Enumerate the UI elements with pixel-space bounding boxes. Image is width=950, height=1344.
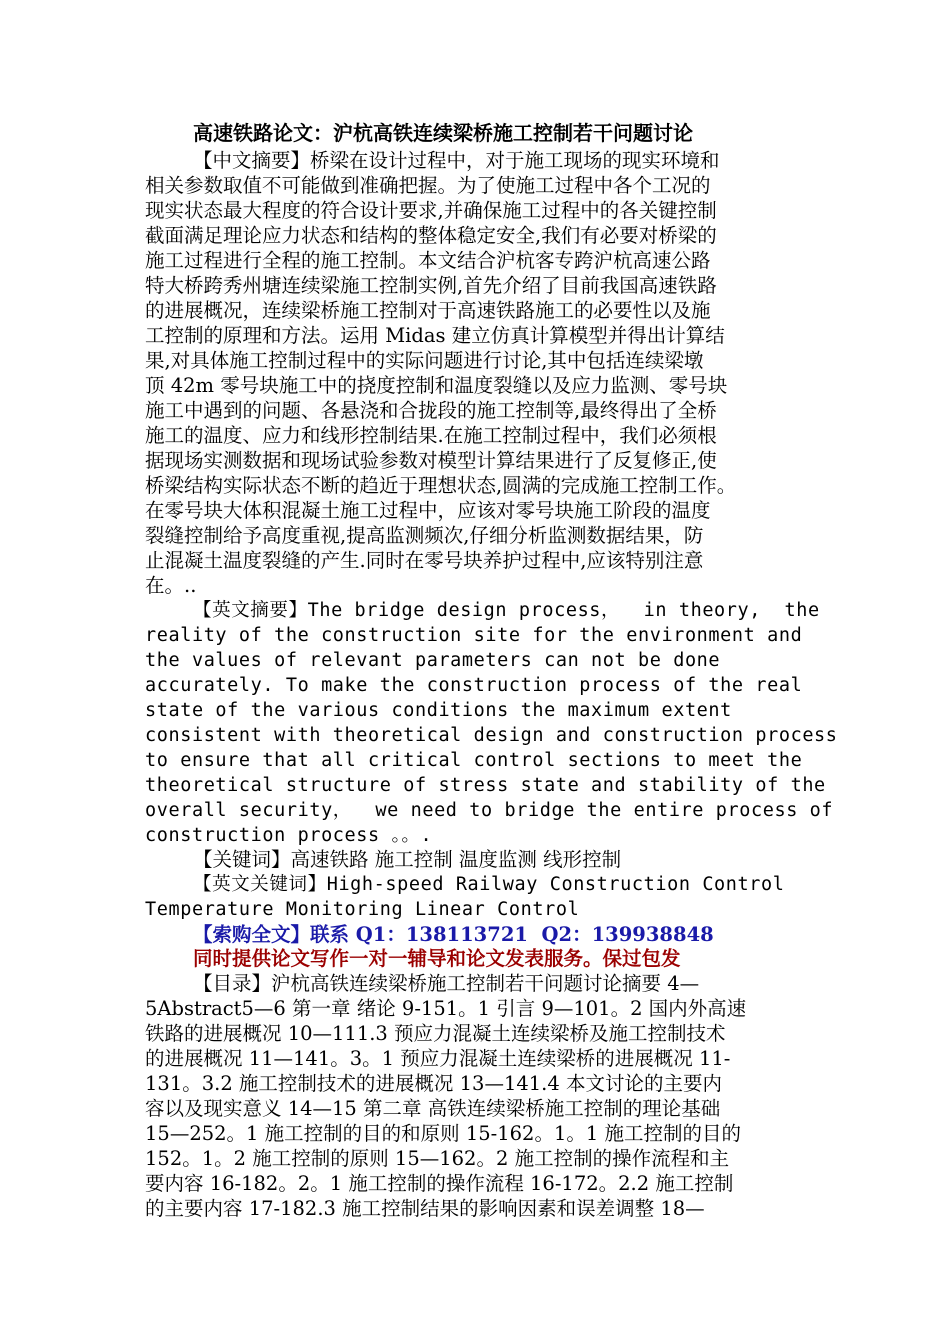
cn-abstract-line: 现实状态最大程度的符合设计要求,并确保施工过程中的各关键控制	[145, 199, 717, 222]
toc-line: 容以及现实意义 14—15 第二章 高铁连续梁桥施工控制的理论基础	[145, 1097, 721, 1120]
toc-line: 铁路的进展概况 10—111.3 预应力混凝土连续梁桥及施工控制技术	[145, 1022, 726, 1045]
toc-line: 131。3.2 施工控制技术的进展概况 13—141.4 本文讨论的主要内	[145, 1072, 722, 1095]
en-abstract-line: reality of the construction site for the environment and	[145, 625, 803, 646]
cn-abstract-line: 截面满足理论应力状态和结构的整体稳定安全,我们有必要对桥梁的	[145, 224, 717, 247]
en-abstract-line: 【英文摘要】The bridge design process， in theory, the	[193, 600, 820, 621]
contact-line	[193, 922, 714, 947]
toc-line: 要内容 16-182。2。1 施工控制的操作流程 16-172。2.2 施工控制	[145, 1172, 734, 1195]
contact-label: 【索购全文】联系 Q1：138113721 Q2：139938848	[193, 923, 714, 946]
cn-abstract-line: 的进展概况，连续梁桥施工控制对于高速铁路施工的必要性以及施	[145, 299, 711, 322]
cn-abstract-line: 桥梁结构实际状态不断的趋近于理想状态,圆满的完成施工控制工作。	[145, 474, 737, 497]
document-title: 高速铁路论文：沪杭高铁连续梁桥施工控制若干问题讨论	[193, 121, 693, 145]
toc-line: 15—252。1 施工控制的目的和原则 15-162。1。1 施工控制的目的	[145, 1122, 741, 1145]
cn-abstract-line: 相关参数取值不可能做到准确把握。为了使施工过程中各个工况的	[145, 174, 711, 197]
en-abstract-line: the values of relevant parameters can not be done	[145, 650, 721, 671]
cn-abstract-line: 施工过程进行全程的施工控制。本文结合沪杭客专跨沪杭高速公路	[145, 249, 711, 272]
en-abstract-line: consistent with theoretical design and construction process	[145, 725, 838, 746]
service-line: 同时提供论文写作一对一辅导和论文发表服务。保过包发	[193, 947, 681, 970]
cn-abstract-line: 顶 42m 零号块施工中的挠度控制和温度裂缝以及应力监测、零号块	[145, 374, 728, 397]
cn-abstract-line: 施工的温度、应力和线形控制结果.在施工控制过程中，我们必须根	[145, 424, 717, 447]
cn-abstract-line: 裂缝控制给予高度重视,提高监测频次,仔细分析监测数据结果，防	[145, 524, 704, 547]
toc-line: 【目录】沪杭高铁连续梁桥施工控制若干问题讨论摘要 4—	[193, 972, 700, 995]
keywords-en-line: Temperature Monitoring Linear Control	[145, 899, 580, 920]
cn-abstract-line: 止混凝土温度裂缝的产生.同时在零号块养护过程中,应该特别注意	[145, 549, 704, 572]
en-abstract-line: theoretical structure of stress state and stability of the	[145, 775, 826, 796]
cn-abstract-line: 特大桥跨秀州塘连续梁施工控制实例,首先介绍了目前我国高速铁路	[145, 274, 717, 297]
keywords-cn: 【关键词】高速铁路 施工控制 温度监测 线形控制	[193, 848, 622, 871]
cn-abstract-line: 施工中遇到的问题、各悬浇和合拢段的施工控制等,最终得出了全桥	[145, 399, 717, 422]
keywords-en-line: 【英文关键词】High-speed Railway Construction Control	[193, 874, 785, 895]
cn-abstract-line: 工控制的原理和方法。运用 Midas 建立仿真计算模型并得出计算结	[145, 324, 725, 347]
cn-abstract-line: 在。..	[145, 574, 197, 597]
en-abstract-line: accurately. To make the construction process of the real	[145, 675, 803, 696]
en-abstract-line: construction process 。。.	[145, 825, 433, 846]
cn-abstract-line: 果,对具体施工控制过程中的实际问题进行讨论,其中包括连续梁墩	[145, 349, 704, 372]
cn-abstract-line: 据现场实测数据和现场试验参数对模型计算结果进行了反复修正,使	[145, 449, 717, 472]
toc-line: 152。1。2 施工控制的原则 15—162。2 施工控制的操作流程和主	[145, 1147, 730, 1170]
en-abstract-line: state of the various conditions the maximum extent	[145, 700, 732, 721]
toc-line: 的进展概况 11—141。3。1 预应力混凝土连续梁桥的进展概况 11-	[145, 1047, 731, 1070]
cn-abstract-line: 在零号块大体积混凝土施工过程中，应该对零号块施工阶段的温度	[145, 499, 711, 522]
en-abstract-line: to ensure that all critical control sections to meet the	[145, 750, 803, 771]
cn-abstract-line: 【中文摘要】桥梁在设计过程中，对于施工现场的现实环境和	[193, 149, 720, 172]
toc-line: 的主要内容 17-182.3 施工控制结果的影响因素和误差调整 18—	[145, 1197, 705, 1220]
toc-line: 5Abstract5—6 第一章 绪论 9-151。1 引言 9—101。2 国内外高速	[145, 997, 747, 1020]
en-abstract-line: overall security， we need to bridge the entire process of	[145, 800, 834, 821]
